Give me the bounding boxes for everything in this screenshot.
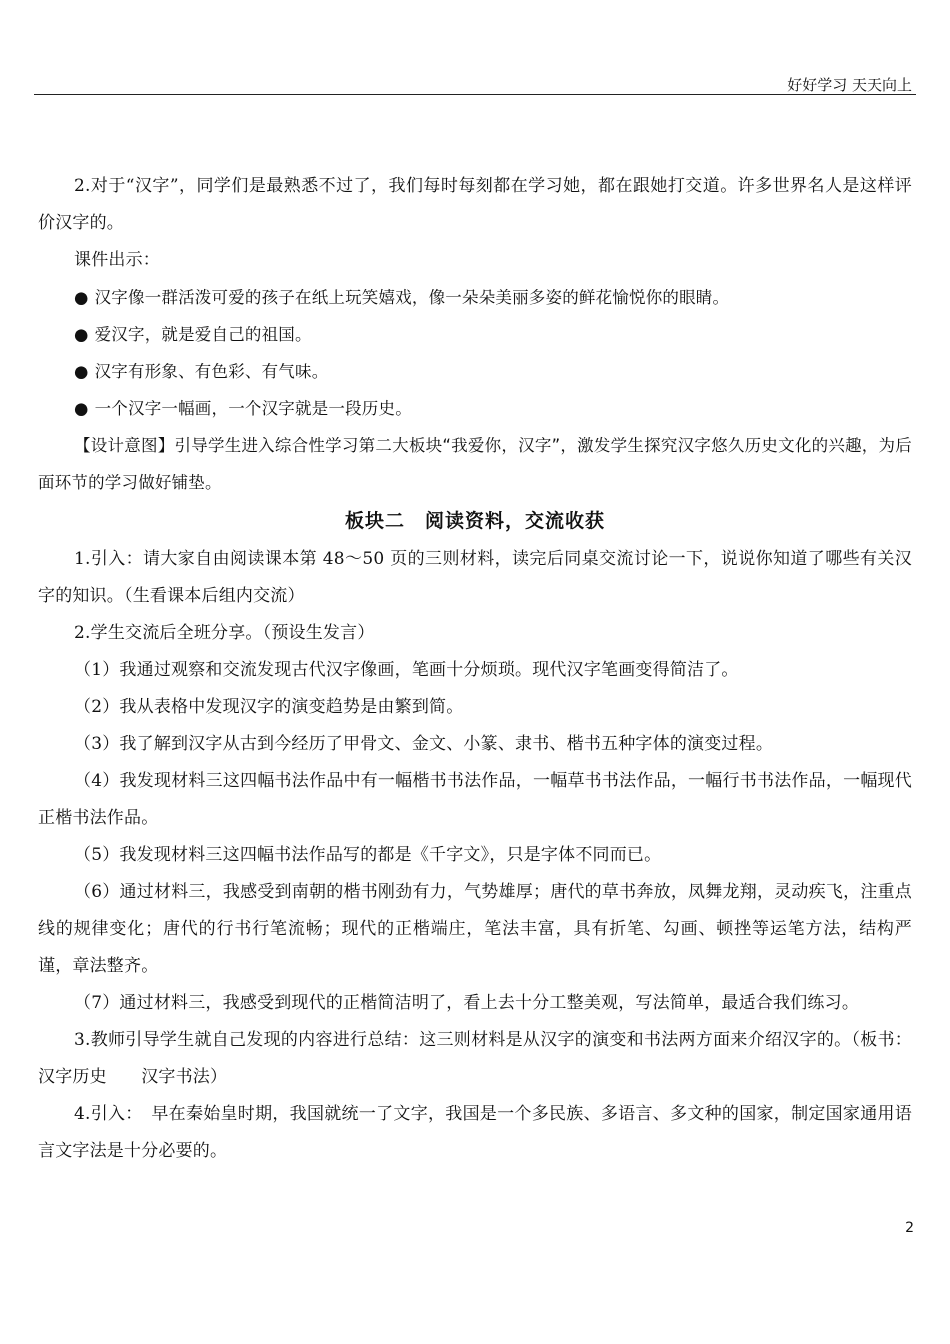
paragraph-summary: 3.教师引导学生就自己发现的内容进行总结：这三则材料是从汉字的演变和书法两方面来介绍汉字的。（板书：汉字历史 汉字书法） bbox=[38, 1030, 912, 1087]
bullet-text: 汉字像一群活泼可爱的孩子在纸上玩笑嬉戏，像一朵朵美丽多姿的鲜花愉悦你的眼睛。 bbox=[94, 288, 730, 307]
list-item bbox=[38, 353, 912, 390]
bullet-text: 爱汉字，就是爱自己的祖国。 bbox=[94, 325, 312, 344]
bullet-text: 汉字有形象、有色彩、有气味。 bbox=[94, 362, 329, 381]
list-item bbox=[38, 390, 912, 427]
answer-item: （1）我通过观察和交流发现古代汉字像画，笔画十分烦琐。现代汉字笔画变得简洁了。 bbox=[74, 660, 739, 680]
section-title: 板块二 阅读资料，交流收获 bbox=[344, 510, 605, 532]
header-motto: 好好学习 天天向上 bbox=[787, 76, 912, 94]
answer-item: （7）通过材料三，我感受到现代的正楷简洁明了，看上去十分工整美观，写法简单，最适合我们练习。 bbox=[74, 993, 860, 1013]
paragraph-share: 2.学生交流后全班分享。（预设生发言） bbox=[74, 623, 375, 643]
answer-item: （6）通过材料三，我感受到南朝的楷书刚劲有力，气势雄厚；唐代的草书奔放，凤舞龙翔，灵动疾飞，注重点线的规律变化；唐代的行书行笔流畅；现代的正楷端庄，笔法丰富，具有折笔、勾画、顿挫等运笔方法，结构严谨，章法整齐。 bbox=[38, 882, 912, 976]
document-body bbox=[38, 168, 912, 1170]
paragraph-intro-reading: 1.引入：请大家自由阅读课本第 48～50 页的三则材料，读完后同桌交流讨论一下，说说你知道了哪些有关汉字的知识。（生看课本后组内交流） bbox=[38, 549, 912, 606]
answer-item: （2）我从表格中发现汉字的演变趋势是由繁到简。 bbox=[74, 697, 464, 717]
header-divider bbox=[34, 94, 916, 95]
bullet-text: 一个汉字一幅画，一个汉字就是一段历史。 bbox=[94, 399, 412, 418]
courseware-label: 课件出示： bbox=[74, 250, 160, 270]
bullet-icon: ● bbox=[74, 399, 89, 418]
design-intent-paragraph: 【设计意图】引导学生进入综合性学习第二大板块“我爱你，汉字”，激发学生探究汉字悠久历史文化的兴趣，为后面环节的学习做好铺垫。 bbox=[38, 436, 912, 492]
list-item bbox=[38, 316, 912, 353]
bullet-icon: ● bbox=[74, 362, 89, 381]
answer-item: （5）我发现材料三这四幅书法作品写的都是《千字文》，只是字体不同而已。 bbox=[74, 845, 662, 865]
paragraph-hanzi-intro: 2.对于“汉字”，同学们是最熟悉不过了，我们每时每刻都在学习她，都在跟她打交道。许多世界名人是这样评价汉字的。 bbox=[38, 176, 912, 233]
bullet-icon: ● bbox=[74, 288, 89, 307]
page-number: 2 bbox=[905, 1220, 914, 1236]
answer-item: （3）我了解到汉字从古到今经历了甲骨文、金文、小篆、隶书、楷书五种字体的演变过程。 bbox=[74, 734, 774, 754]
paragraph-intro-law: 4.引入： 早在秦始皇时期，我国就统一了文字，我国是一个多民族、多语言、多文种的国家，制定国家通用语言文字法是十分必要的。 bbox=[38, 1104, 912, 1161]
list-item bbox=[38, 279, 912, 316]
bullet-icon: ● bbox=[74, 325, 89, 344]
answer-item: （4）我发现材料三这四幅书法作品中有一幅楷书书法作品，一幅草书书法作品，一幅行书书法作品，一幅现代正楷书法作品。 bbox=[38, 771, 912, 828]
